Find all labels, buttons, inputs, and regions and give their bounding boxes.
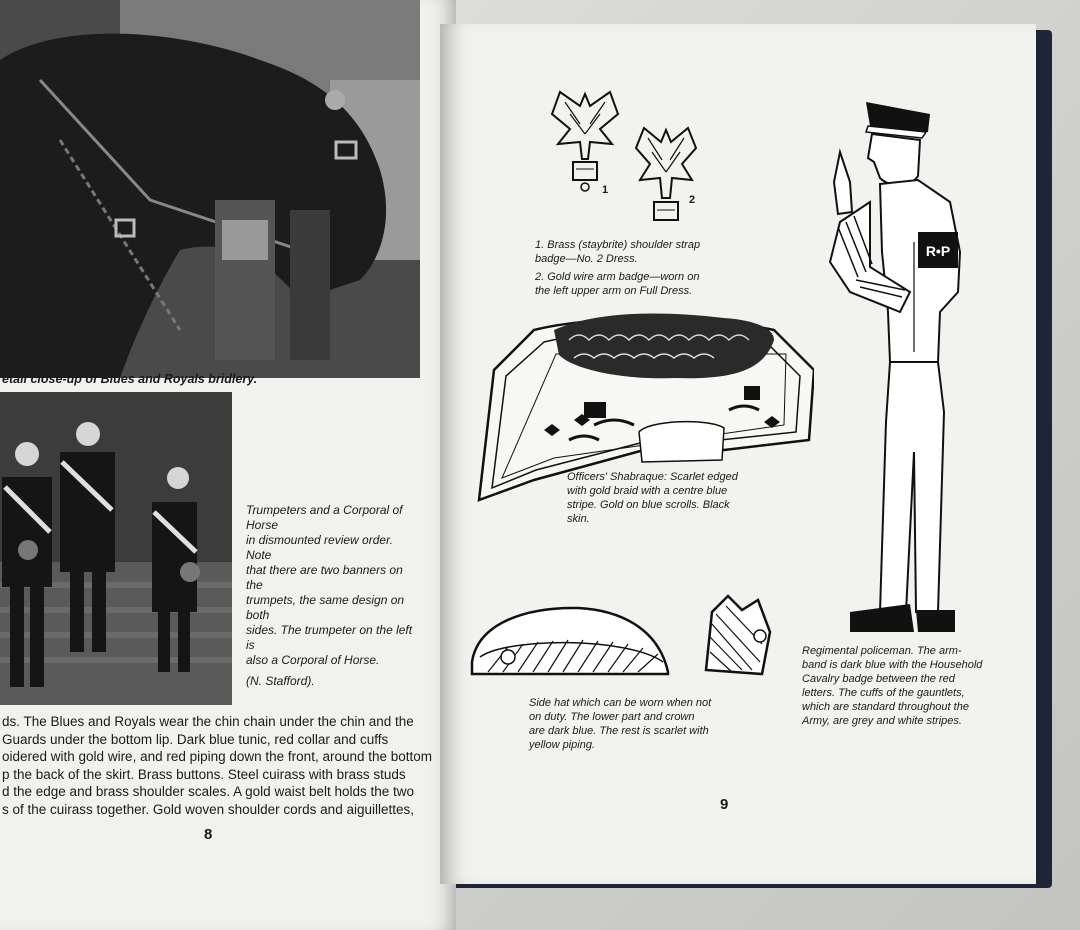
side-hat-drawing	[468, 602, 673, 677]
caption-line: yellow piping.	[529, 739, 596, 751]
armband-letters: R•P	[925, 243, 951, 259]
badge-number-1: 1	[602, 184, 609, 196]
body-line: p the back of the skirt. Brass buttons. Steel cuirass with brass studs	[2, 766, 406, 782]
caption-line: Trumpeters and a Corporal of Horse	[246, 503, 403, 532]
caption-line: skin.	[567, 513, 590, 525]
side-hat-side-view-drawing	[702, 592, 774, 678]
caption-line: trumpets, the same design on both	[246, 593, 405, 622]
bridlery-photo	[0, 0, 420, 378]
caption-line: Side hat which can be worn when not	[529, 697, 712, 709]
body-text	[2, 713, 442, 818]
page-number-right: 9	[720, 796, 729, 813]
caption-line: Regimental policeman. The arm-	[802, 645, 962, 657]
caption-line: with gold braid with a centre blue	[567, 485, 728, 497]
caption-line: stripe. Gold on blue scrolls. Black	[567, 499, 730, 511]
caption-line: Cavalry badge between the red	[802, 673, 955, 685]
badge-caption	[535, 238, 735, 298]
body-line: s of the cuirass together. Gold woven shoulder cords and aiguillettes,	[2, 801, 414, 817]
shabraque-caption	[567, 470, 757, 526]
trumpeters-illustration	[0, 392, 232, 705]
caption-line: are dark blue. The rest is scarlet with	[529, 725, 709, 737]
policeman-caption	[802, 644, 1002, 728]
side-hat-caption	[529, 696, 729, 752]
caption-line: Army, are grey and white stripes.	[802, 715, 962, 727]
horse-head-illustration	[0, 0, 420, 378]
caption-line: 2. Gold wire arm badge—worn on	[535, 271, 700, 283]
right-page	[440, 24, 1036, 884]
caption-line: sides. The trumpeter on the left is	[246, 623, 413, 652]
caption-line: the left upper arm on Full Dress.	[535, 285, 693, 297]
left-page	[0, 0, 456, 930]
eagle-badge-2-drawing	[626, 118, 706, 238]
caption-line: which are standard throughout the	[802, 701, 969, 713]
caption-line: 1. Brass (staybrite) shoulder strap	[535, 239, 701, 251]
bridlery-caption: etail close-up of Blues and Royals bridlery.	[2, 372, 258, 386]
caption-line: that there are two banners on the	[246, 563, 403, 592]
body-line: oidered with gold wire, and red piping down the front, around the bottom	[2, 749, 433, 764]
trumpeters-caption	[246, 503, 416, 689]
body-line: Guards under the bottom lip. Dark blue tunic, red collar and cuffs	[2, 731, 389, 747]
caption-line: on duty. The lower part and crown	[529, 711, 695, 723]
caption-line: also a Corporal of Horse.	[246, 653, 380, 667]
page-number-left: 8	[204, 826, 213, 843]
caption-line: band is dark blue with the Household	[802, 659, 983, 671]
caption-line: Officers' Shabraque: Scarlet edged	[567, 471, 738, 483]
caption-line: badge—No. 2 Dress.	[535, 253, 638, 265]
caption-line: letters. The cuffs of the gauntlets,	[802, 687, 965, 699]
regimental-policeman-drawing	[810, 92, 980, 632]
trumpeters-photo	[0, 392, 232, 705]
badge-number-2: 2	[689, 194, 696, 206]
body-line: ds. The Blues and Royals wear the chin chain under the chin and the	[2, 714, 414, 729]
caption-line: in dismounted review order. Note	[246, 533, 393, 562]
photo-credit: (N. Stafford).	[246, 674, 315, 688]
body-line: d the edge and brass shoulder scales. A gold waist belt holds the two	[2, 784, 415, 799]
eagle-badge-1-drawing	[540, 84, 630, 204]
